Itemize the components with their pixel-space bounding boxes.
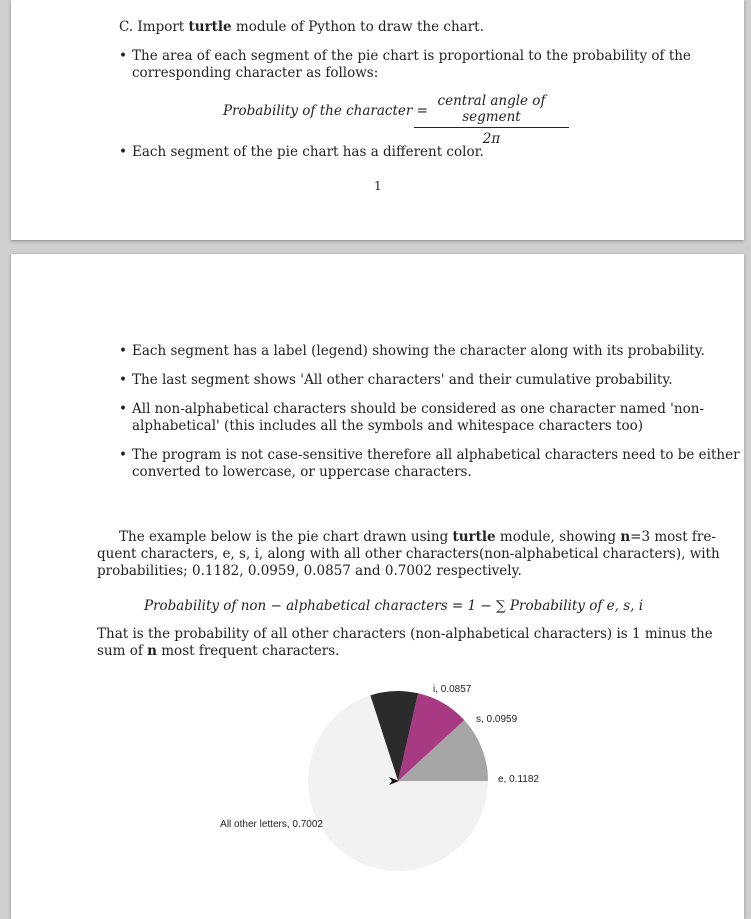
bullet-text: Each segment of the pie chart has a different color. — [132, 144, 484, 160]
bullet-text: corresponding character as follows: — [132, 65, 379, 81]
paragraph-line: quent characters, e, s, i, along with all other characters(non-alphabetical characters), with — [97, 546, 720, 562]
bullet-text: alphabetical' (this includes all the symbols and whitespace characters too) — [132, 418, 643, 434]
section-heading: C. Import turtle module of Python to draw the chart. — [119, 19, 484, 35]
document-page-2 — [11, 254, 744, 919]
formula-fraction — [414, 93, 569, 147]
bullet-marker: • — [119, 144, 127, 160]
bullet-text: converted to lowercase, or uppercase characters. — [132, 464, 472, 480]
pie-label-0: e, 0.1182 — [498, 774, 539, 785]
bullet-marker: • — [119, 372, 127, 388]
pie-label-3: All other letters, 0.7002 — [220, 819, 323, 830]
bullet-marker: • — [119, 48, 127, 64]
pie-label-1: s, 0.0959 — [476, 714, 518, 725]
pie-chart — [201, 674, 561, 874]
bullet-marker: • — [119, 401, 127, 417]
paragraph-line: sum of n most frequent characters. — [97, 643, 340, 659]
bullet-text: All non-alphabetical characters should be considered as one character named 'non- — [132, 401, 704, 417]
formula-lhs: Probability of the character = — [223, 103, 428, 119]
paragraph-line: That is the probability of all other characters (non-alphabetical characters) is 1 minus the — [97, 626, 713, 642]
formula-denominator: 2π — [482, 131, 501, 147]
bullet-text: The last segment shows 'All other characters' and their cumulative probability. — [132, 372, 673, 388]
bullet-text: The area of each segment of the pie chart is proportional to the probability of the — [132, 48, 691, 64]
pie-label-2: i, 0.0857 — [433, 684, 472, 695]
bullet-text: The program is not case-sensitive therefore all alphabetical characters need to be either — [132, 447, 740, 463]
paragraph-line: probabilities; 0.1182, 0.0959, 0.0857 and 0.7002 respectively. — [97, 563, 522, 579]
formula-nonalpha: Probability of non − alphabetical characters = 1 − ∑ Probability of e, s, i — [144, 598, 644, 614]
document-page-1 — [11, 0, 744, 240]
page-number: 1 — [374, 179, 382, 193]
paragraph-line: The example below is the pie chart drawn using turtle module, showing n=3 most fre- — [119, 529, 716, 545]
formula-numerator: central angle of segment — [414, 93, 569, 128]
bullet-marker: • — [119, 343, 127, 359]
bullet-marker: • — [119, 447, 127, 463]
bullet-text: Each segment has a label (legend) showing the character along with its probability. — [132, 343, 705, 359]
